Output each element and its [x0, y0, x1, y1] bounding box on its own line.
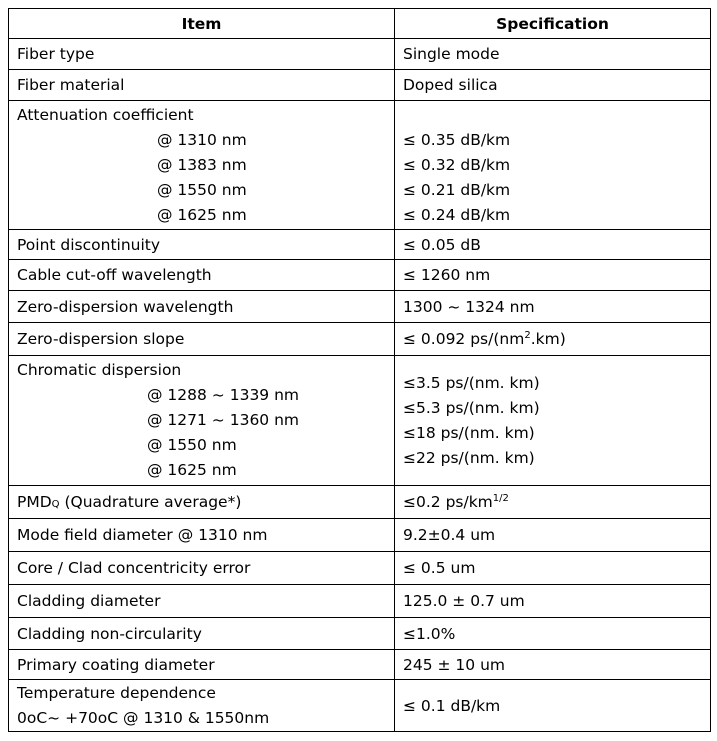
table-row	[9, 680, 711, 732]
item-cell: Cable cut-off wavelength	[9, 260, 395, 291]
sub-wavelength: @ 1288 ~ 1339 nm	[147, 386, 300, 404]
item-cell: Cladding non-circularity	[9, 618, 395, 650]
item-text: PMD	[17, 493, 52, 511]
table-row	[9, 650, 711, 680]
spec-cell	[395, 101, 711, 230]
sub-wavelength: @ 1310 nm	[157, 130, 247, 149]
spec-text: ≤0.2 ps/km	[403, 493, 493, 511]
spec-table	[8, 8, 711, 732]
item-cell: Fiber type	[9, 39, 395, 70]
table-row	[9, 323, 711, 356]
spec-value: ≤ 0.21 dB/km	[403, 180, 511, 199]
header-item: Item	[9, 9, 395, 39]
table-row	[9, 519, 711, 552]
spec-cell: ≤ 0.05 dB	[395, 230, 711, 260]
item-text: 0oC~ +70oC @ 1310 & 1550nm	[17, 708, 270, 727]
item-cell	[9, 486, 395, 519]
spec-cell: 125.0 ± 0.7 um	[395, 585, 711, 618]
spec-superscript: 1/2	[492, 493, 509, 504]
item-text: (Quadrature average*)	[59, 493, 242, 511]
item-cell	[9, 101, 395, 230]
sub-wavelength: @ 1625 nm	[147, 461, 237, 479]
table-row	[9, 585, 711, 618]
table-row	[9, 101, 711, 230]
spec-cell: ≤1.0%	[395, 618, 711, 650]
spec-cell: ≤ 1260 nm	[395, 260, 711, 291]
spec-value: ≤5.3 ps/(nm. km)	[403, 398, 540, 417]
spec-cell: Doped silica	[395, 70, 711, 101]
spec-value: ≤3.5 ps/(nm. km)	[403, 373, 540, 392]
spec-cell: 9.2±0.4 um	[395, 519, 711, 552]
table-row	[9, 618, 711, 650]
item-cell: Fiber material	[9, 70, 395, 101]
item-cell: Mode field diameter @ 1310 nm	[9, 519, 395, 552]
spec-cell: 1300 ~ 1324 nm	[395, 291, 711, 323]
item-cell: Point discontinuity	[9, 230, 395, 260]
table-row	[9, 552, 711, 585]
sub-wavelength: @ 1550 nm	[147, 436, 237, 454]
table-row	[9, 260, 711, 291]
sub-wavelength: @ 1383 nm	[157, 155, 247, 174]
table-row	[9, 356, 711, 486]
item-cell: Core / Clad concentricity error	[9, 552, 395, 585]
header-spec: Specification	[395, 9, 711, 39]
spec-text: .km)	[530, 330, 566, 348]
spec-value: ≤18 ps/(nm. km)	[403, 423, 535, 442]
spec-table-container	[8, 8, 711, 732]
item-cell: Zero-dispersion wavelength	[9, 291, 395, 323]
header-row	[9, 9, 711, 39]
spec-value: ≤ 0.35 dB/km	[403, 130, 511, 149]
spec-value: ≤22 ps/(nm. km)	[403, 448, 535, 467]
spec-cell	[395, 356, 711, 486]
spec-cell: ≤ 0.1 dB/km	[395, 680, 711, 732]
item-cell	[9, 356, 395, 486]
spec-value: ≤ 0.32 dB/km	[403, 155, 511, 174]
spec-value: ≤ 0.24 dB/km	[403, 205, 511, 224]
item-cell: Primary coating diameter	[9, 650, 395, 680]
item-title: Attenuation coefficient	[17, 105, 194, 124]
spec-text: ≤ 0.092 ps/(nm	[403, 330, 525, 348]
table-row	[9, 230, 711, 260]
table-row	[9, 291, 711, 323]
spec-cell: Single mode	[395, 39, 711, 70]
sub-wavelength: @ 1550 nm	[157, 180, 247, 199]
item-title: Chromatic dispersion	[17, 361, 182, 379]
sub-wavelength: @ 1625 nm	[157, 205, 247, 224]
item-cell: Zero-dispersion slope	[9, 323, 395, 356]
spec-cell: 245 ± 10 um	[395, 650, 711, 680]
spec-cell	[395, 323, 711, 356]
spec-superscript: 2	[524, 330, 531, 341]
item-text: Temperature dependence	[17, 683, 216, 702]
item-cell: Cladding diameter	[9, 585, 395, 618]
table-row	[9, 70, 711, 101]
sub-wavelength: @ 1271 ~ 1360 nm	[147, 411, 300, 429]
spec-cell	[395, 486, 711, 519]
table-row	[9, 486, 711, 519]
spec-cell: ≤ 0.5 um	[395, 552, 711, 585]
item-cell	[9, 680, 395, 732]
table-row	[9, 39, 711, 70]
item-subscript: Q	[51, 499, 60, 510]
